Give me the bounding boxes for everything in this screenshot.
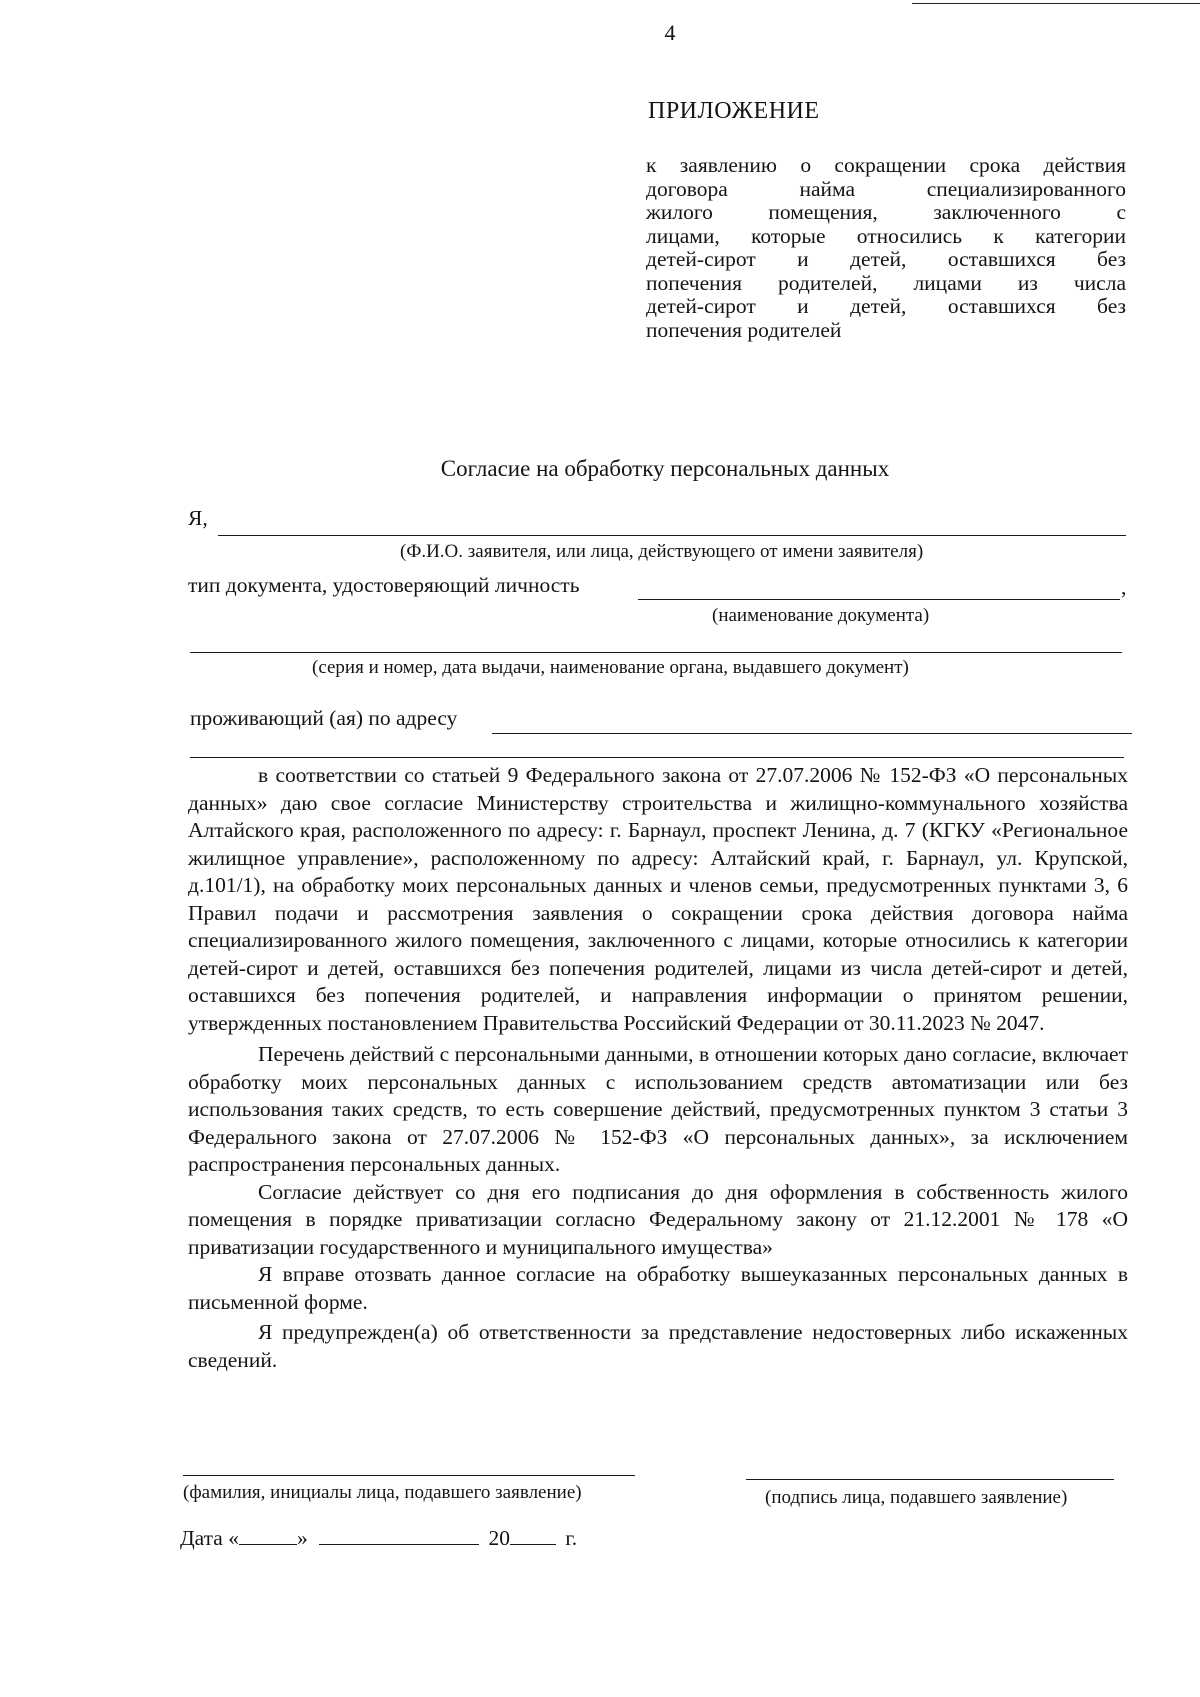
date-month-field[interactable] — [319, 1526, 479, 1545]
doc-details-field-line[interactable] — [190, 652, 1122, 653]
fio-field-line[interactable] — [218, 535, 1126, 536]
i-label: Я, — [188, 506, 208, 530]
paragraph: в соответствии со статьей 9 Федерального закона от 27.07.2006 № 152-ФЗ «О персональных данных» даю свое согласие Министерству строительства и жилищно-коммунального хозяйства Алтайского края, расположенного по адресу: г. Барнаул, проспект Ленина, д. 7 (КГКУ «Региональное жилищное управление», расположенному по адресу: Алтайский край, г. Барнаул, ул. Крупской, д.101/1), на обработку моих персональных данных и членов семьи, предусмотренных пунктами 3, 6 Правил подачи и рассмотрения заявления о сокращении срока действия договора найма специализированного жилого помещения, заключенного с лицами, которые относились к категории детей-сирот и детей, оставшихся без попечения родителей, лицами из числа детей-сирот и детей, оставшихся без попечения родителей, и направления информации о принятом решении, утвержденных постановлением Правительства Российский Федерации от 30.11.2023 № 2047. — [188, 763, 1128, 1035]
top-edge-line — [912, 3, 1200, 4]
doc-details-hint: (серия и номер, дата выдачи, наименование органа, выдавшего документ) — [312, 657, 909, 678]
appendix-line: детей-сирот и детей, оставшихся без — [646, 294, 1126, 318]
date-line — [180, 1526, 577, 1551]
appendix-line: попечения родителей — [646, 317, 842, 342]
date-day-field[interactable] — [239, 1526, 297, 1545]
name-hint: (фамилия, инициалы лица, подавшего заявление) — [183, 1482, 582, 1503]
fio-hint: (Ф.И.О. заявителя, или лица, действующего от имени заявителя) — [400, 541, 924, 562]
paragraph: Я вправе отозвать данное согласие на обработку вышеуказанных персональных данных в письменной форме. — [188, 1262, 1128, 1314]
appendix-line: к заявлению о сокращении срока действия — [646, 153, 1126, 177]
comma: , — [1121, 575, 1127, 599]
doc-name-hint: (наименование документа) — [712, 605, 930, 626]
consent-text — [188, 762, 1128, 1374]
appendix-line: детей-сирот и детей, оставшихся без — [646, 247, 1126, 271]
paragraph: Перечень действий с персональными данными, в отношении которых дано согласие, включает обработку моих персональных данных с использованием средств автоматизации или без использования таких средств, то есть совершение действий, предусмотренных пунктом 3 статьи 3 Федерального закона от 27.07.2006 № 152-ФЗ «О персональных данных», за исключением распространения персональных данных. — [188, 1042, 1128, 1176]
address-field-line[interactable] — [492, 733, 1132, 734]
appendix-line: лицами, которые относились к категории — [646, 223, 1126, 248]
date-year-suffix: г. — [565, 1526, 578, 1550]
appendix-line: попечения родителей, лицами из числа — [646, 270, 1126, 295]
signature-hint: (подпись лица, подавшего заявление) — [765, 1487, 1068, 1508]
appendix-line: жилого помещения, заключенного с — [646, 200, 1126, 224]
appendix-line: договора найма специализированного — [646, 176, 1126, 201]
page-number: 4 — [664, 20, 676, 45]
doc-type-field-line[interactable] — [638, 599, 1120, 600]
date-year-prefix: 20 — [488, 1526, 510, 1550]
name-field-line[interactable] — [183, 1475, 635, 1476]
appendix-subtitle — [646, 154, 1126, 342]
paragraph: Я предупрежден(а) об ответственности за представление недостоверных либо искаженных сведений. — [188, 1320, 1128, 1372]
paragraph: Согласие действует со дня его подписания до дня оформления в собственность жилого помещения в порядке приватизации согласно Федеральному закону от 21.12.2001 № 178 «О приватизации государственного и муниципального имущества» — [188, 1179, 1128, 1259]
doc-type-label: тип документа, удостоверяющий личность — [188, 573, 580, 597]
address-label: проживающий (ая) по адресу — [190, 706, 458, 730]
date-label: Дата « — [180, 1526, 239, 1550]
address-field-line-2[interactable] — [190, 757, 1124, 758]
date-quote-close: » — [296, 1526, 308, 1550]
signature-field-line[interactable] — [746, 1479, 1114, 1480]
appendix-title: ПРИЛОЖЕНИЕ — [648, 98, 820, 124]
document-title: Согласие на обработку персональных данных — [440, 456, 890, 481]
date-year-field[interactable] — [510, 1526, 556, 1545]
